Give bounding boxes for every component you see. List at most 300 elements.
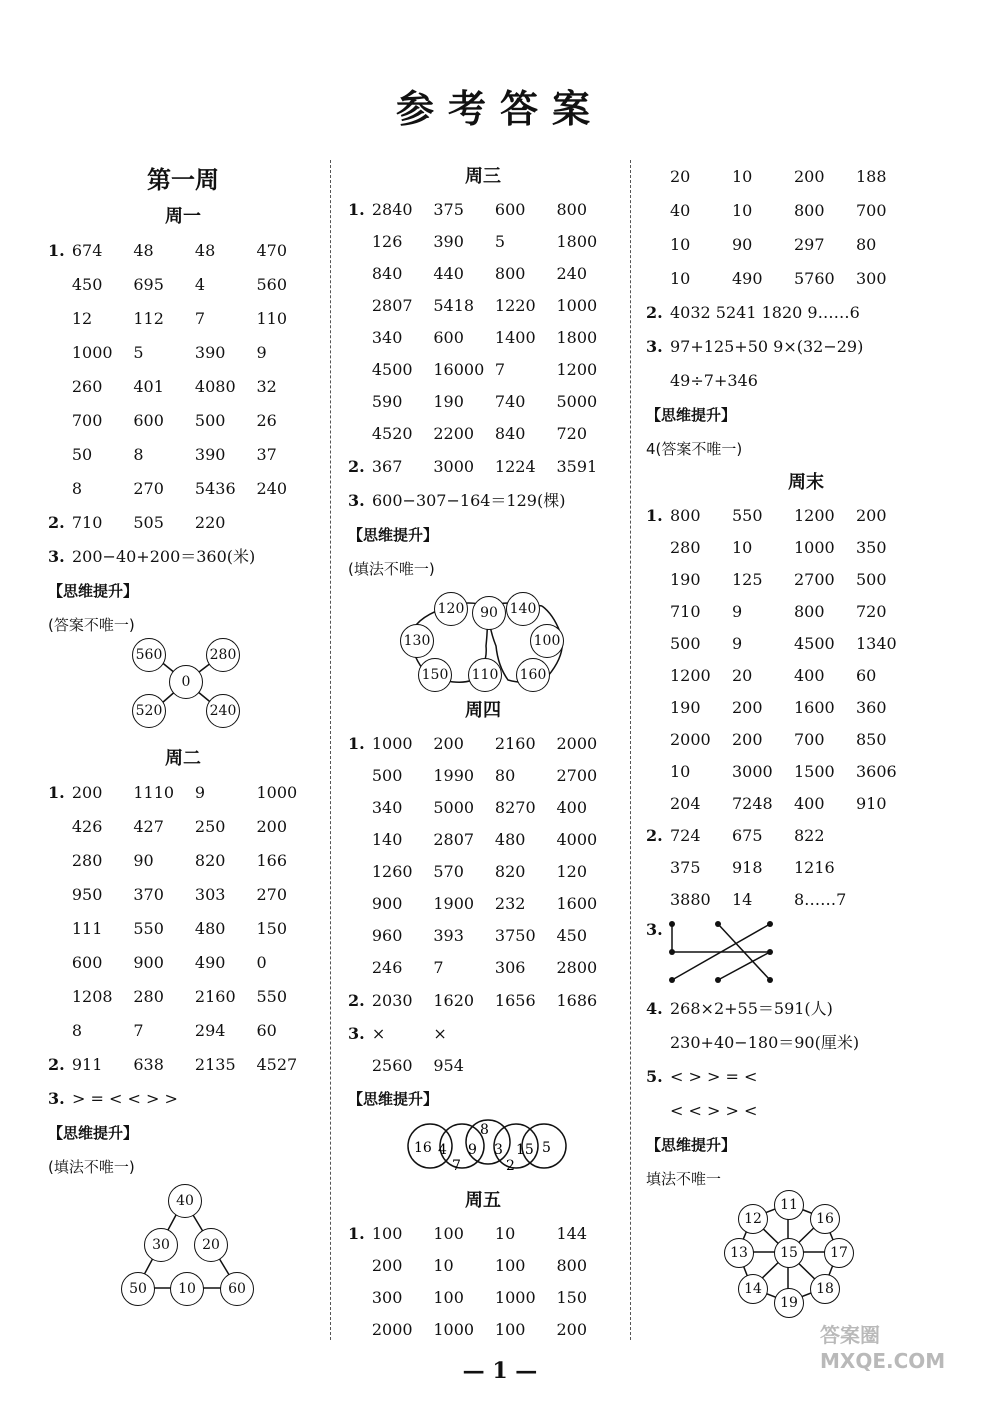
diagram-node: 240 — [206, 694, 240, 728]
diagram-center: 15 — [774, 1238, 804, 1268]
answer-row — [348, 1250, 618, 1282]
note: (答案不唯一) — [48, 616, 135, 634]
answer-cell: 1000 — [494, 1288, 536, 1307]
question-number — [646, 564, 670, 596]
diagram-number: 8 — [480, 1122, 489, 1138]
diagram-node: 160 — [516, 658, 550, 692]
answer-cell: 4520 — [371, 424, 413, 443]
answer-cell: 1208 — [71, 987, 113, 1006]
answer-cell: 400 — [794, 666, 825, 685]
column-divider — [330, 160, 331, 1340]
answer-cell: 1000 — [371, 734, 413, 753]
answer-cell — [256, 506, 318, 540]
answer-cell: 638 — [133, 1055, 164, 1074]
question-number — [646, 160, 670, 194]
answer-cell: 300 — [856, 269, 887, 288]
answer-cell: 450 — [71, 275, 103, 294]
answer-cell: 7 — [194, 309, 206, 328]
diagram-number: 15 — [516, 1142, 534, 1158]
diagram-node: 19 — [774, 1288, 804, 1318]
note: (填法不唯一) — [48, 1158, 135, 1176]
answer-cell: 4527 — [256, 1055, 298, 1074]
answer-cell: 375 — [670, 858, 701, 877]
answer-cell: 3591 — [556, 457, 598, 476]
answer-row — [48, 302, 318, 336]
answer-row — [48, 776, 318, 810]
question-number — [348, 888, 372, 920]
answer-cell: 250 — [194, 817, 226, 836]
answer-row — [348, 194, 618, 226]
diagram-center: 0 — [169, 665, 203, 699]
diagram-node: 11 — [774, 1190, 804, 1220]
diagram-node: 520 — [132, 694, 166, 728]
answer-cell: 8270 — [494, 798, 536, 817]
answer-cell: 550 — [732, 506, 763, 525]
answer-cell: 911 — [71, 1055, 103, 1074]
answer-cell: 2030 — [371, 991, 413, 1010]
answer-cell: 190 — [670, 570, 701, 589]
answer-cell: 280 — [71, 851, 103, 870]
answer-cell: 9 — [732, 602, 743, 621]
answer-cell: 32 — [256, 377, 277, 396]
answer-cell: 960 — [371, 926, 403, 945]
answer-cell: 9 — [194, 783, 206, 802]
double-loop-diagram — [348, 586, 618, 694]
answer-line: 3. 600−307−164＝129(棵) — [348, 491, 566, 510]
answer-line: 5. < > > = < — [646, 1067, 758, 1086]
answer-cell: 3880 — [670, 890, 711, 909]
answer-block — [348, 728, 618, 984]
answer-cell: 800 — [670, 506, 701, 525]
answer-cell: 7 — [433, 958, 444, 977]
answer-row — [48, 1014, 318, 1048]
answer-cell — [495, 1050, 557, 1082]
answer-cell: 950 — [71, 885, 103, 904]
column-3 — [646, 160, 966, 1326]
answer-cell: 954 — [433, 1056, 464, 1075]
diagram-node: 18 — [810, 1274, 840, 1304]
answer-block — [48, 234, 318, 506]
answer-cell: 10 — [732, 538, 753, 557]
answer-cell: 340 — [371, 328, 403, 347]
answer-row — [348, 856, 618, 888]
answer-cell: 1000 — [794, 538, 835, 557]
answer-cell: 200 — [556, 1320, 588, 1339]
answer-cell: 2840 — [371, 200, 413, 219]
answer-cell: 695 — [133, 275, 164, 294]
answer-cell: 20 — [670, 167, 691, 186]
answer-cell — [495, 1018, 557, 1050]
answer-row — [646, 596, 966, 628]
week-title: 第一周 — [147, 165, 219, 194]
answer-cell: 10 — [732, 201, 753, 220]
question-number — [48, 302, 72, 336]
answer-cell: 5 — [133, 343, 144, 362]
answer-cell: 48 — [194, 241, 216, 260]
answer-cell: 1000 — [256, 783, 298, 802]
question-number — [348, 258, 372, 290]
answer-cell: 200 — [856, 506, 887, 525]
answer-cell: 910 — [856, 794, 887, 813]
answer-cell: 2000 — [371, 1320, 413, 1339]
answer-cell: 9 — [732, 634, 743, 653]
answer-cell — [856, 820, 918, 852]
answer-row — [348, 1282, 618, 1314]
answer-block — [348, 450, 618, 484]
answer-row — [646, 820, 966, 852]
answer-cell: 2160 — [494, 734, 536, 753]
answer-cell: 1260 — [371, 862, 413, 881]
answer-cell: 50 — [71, 445, 93, 464]
answer-cell: 110 — [256, 309, 288, 328]
answer-row — [646, 756, 966, 788]
answer-cell: 190 — [670, 698, 701, 717]
answer-cell: 10 — [433, 1256, 454, 1275]
answer-cell: 100 — [494, 1256, 526, 1275]
answer-row — [646, 532, 966, 564]
question-number — [646, 660, 670, 692]
answer-cell: 800 — [556, 1256, 588, 1275]
answer-cell: 600 — [433, 328, 464, 347]
answer-cell: 48 — [133, 241, 154, 260]
answer-cell: 393 — [433, 926, 464, 945]
question-number — [48, 980, 72, 1014]
answer-row — [348, 386, 618, 418]
answer-row — [348, 258, 618, 290]
answer-row — [348, 290, 618, 322]
diagram-node: 20 — [194, 1228, 228, 1262]
answer-row — [348, 1018, 618, 1050]
question-number — [348, 1250, 372, 1282]
answer-cell: 100 — [371, 1224, 403, 1243]
answer-cell: 190 — [433, 392, 464, 411]
answer-cell: 60 — [856, 666, 877, 685]
question-number: 1. — [48, 241, 65, 260]
answer-cell: 10 — [494, 1224, 516, 1243]
answer-cell — [556, 1050, 618, 1082]
answer-cell: 140 — [371, 830, 403, 849]
diagram-node: 60 — [220, 1272, 254, 1306]
answer-block — [646, 500, 966, 820]
answer-cell: 5000 — [433, 798, 475, 817]
answer-cell: 4000 — [556, 830, 598, 849]
answer-cell: 200 — [732, 698, 763, 717]
answer-row — [48, 404, 318, 438]
diagram-node: 13 — [724, 1238, 754, 1268]
answer-row — [348, 952, 618, 984]
answer-cell: 16000 — [433, 360, 485, 379]
diagram-node: 150 — [418, 658, 452, 692]
answer-cell: 840 — [371, 264, 403, 283]
answer-cell: 3750 — [494, 926, 536, 945]
answer-cell: 390 — [194, 445, 226, 464]
answer-row — [348, 888, 618, 920]
answer-cell: 297 — [794, 235, 825, 254]
answer-cell: 200 — [433, 734, 464, 753]
question-number — [646, 724, 670, 756]
question-number — [48, 912, 72, 946]
answer-line: 3. 97+125+50 9×(32−29) — [646, 337, 864, 356]
answer-cell: 240 — [256, 479, 288, 498]
answer-cell: 918 — [732, 858, 763, 877]
answer-cell: 820 — [494, 862, 526, 881]
answer-cell: 820 — [194, 851, 226, 870]
question-number: 2. — [348, 991, 365, 1010]
answer-row — [348, 920, 618, 952]
question-number: 1. — [348, 200, 365, 219]
answer-cell: 1224 — [494, 457, 536, 476]
answer-cell: 126 — [371, 232, 403, 251]
answer-row — [348, 1050, 618, 1082]
answer-cell: 2000 — [670, 730, 711, 749]
answer-cell: 150 — [256, 919, 288, 938]
answer-cell: 590 — [371, 392, 403, 411]
answer-cell: 204 — [670, 794, 701, 813]
diagram-number: 16 — [414, 1140, 432, 1156]
answer-cell: 1900 — [433, 894, 475, 913]
answer-cell: 700 — [71, 411, 103, 430]
answer-cell: 427 — [133, 817, 164, 836]
question-number: 1. — [646, 506, 663, 525]
diagram-node: 40 — [168, 1184, 202, 1218]
answer-block — [48, 776, 318, 1048]
answer-cell: 111 — [71, 919, 103, 938]
answer-row — [348, 450, 618, 484]
answer-row — [646, 262, 966, 296]
answer-cell: 220 — [194, 513, 226, 532]
question-number — [48, 370, 72, 404]
answer-row — [48, 234, 318, 268]
answer-cell: 8 — [71, 479, 83, 498]
answer-cell: 1000 — [433, 1320, 475, 1339]
diagram-node: 30 — [144, 1228, 178, 1262]
question-number — [348, 226, 372, 258]
answer-cell: 370 — [133, 885, 164, 904]
answer-cell: 150 — [556, 1288, 588, 1307]
answer-cell: 12 — [71, 309, 93, 328]
question-number — [48, 472, 72, 506]
answer-cell: 306 — [494, 958, 526, 977]
answer-row — [348, 354, 618, 386]
question-number: 1. — [348, 734, 365, 753]
answer-cell: 112 — [133, 309, 164, 328]
answer-row — [348, 418, 618, 450]
answer-row — [48, 438, 318, 472]
note: 填法不唯一 — [646, 1170, 722, 1188]
answer-cell: 1200 — [670, 666, 711, 685]
question-number — [48, 946, 72, 980]
answer-cell: 8 — [71, 1021, 83, 1040]
diagram-number: 3 — [494, 1142, 503, 1158]
answer-cell: 1340 — [856, 634, 897, 653]
diagram-node: 560 — [132, 638, 166, 672]
line-matching-diagram — [646, 916, 966, 992]
answer-cell: 20 — [732, 666, 753, 685]
answer-row — [348, 322, 618, 354]
answer-row — [646, 724, 966, 756]
diagram-number: 4 — [438, 1142, 447, 1158]
answer-cell — [856, 852, 918, 884]
answer-cell: 1200 — [794, 506, 835, 525]
answer-row — [348, 792, 618, 824]
answer-row — [348, 226, 618, 258]
question-number — [348, 322, 372, 354]
answer-cell: 80 — [856, 235, 877, 254]
answer-cell: 674 — [71, 241, 103, 260]
answer-cell: 1656 — [494, 991, 536, 1010]
column-2 — [348, 160, 618, 1346]
question-number — [48, 878, 72, 912]
answer-cell: 40 — [670, 201, 691, 220]
answer-cell: 200 — [732, 730, 763, 749]
answer-block — [348, 984, 618, 1018]
answer-cell: 4500 — [371, 360, 413, 379]
diagram-node: 17 — [824, 1238, 854, 1268]
answer-cell: 200 — [71, 783, 103, 802]
question-number — [348, 856, 372, 888]
question-number — [348, 418, 372, 450]
answer-cell: 2700 — [556, 766, 598, 785]
answer-cell: 560 — [256, 275, 288, 294]
question-number: 3. — [348, 1024, 365, 1043]
answer-row — [646, 692, 966, 724]
answer-cell: 10 — [670, 235, 691, 254]
answer-cell: 600 — [494, 200, 526, 219]
answer-line: < < > > < — [670, 1101, 758, 1120]
answer-cell: 720 — [856, 602, 887, 621]
day-title: 周二 — [165, 748, 201, 769]
think-label: 【思维提升】 — [48, 1124, 139, 1142]
answer-cell: 0 — [256, 953, 267, 972]
question-number — [646, 852, 670, 884]
answer-cell: 740 — [494, 392, 526, 411]
answer-cell: 200 — [256, 817, 288, 836]
answer-cell: 800 — [494, 264, 526, 283]
answer-cell: 600 — [133, 411, 164, 430]
answer-cell: 2807 — [371, 296, 413, 315]
answer-line: 4. 268×2+55＝591(人) — [646, 999, 833, 1018]
answer-cell: 3000 — [433, 457, 475, 476]
answer-cell: 2807 — [433, 830, 475, 849]
answer-cell: 188 — [856, 167, 887, 186]
diagram-node: 140 — [506, 592, 540, 626]
answer-cell: 100 — [433, 1224, 464, 1243]
answer-cell: 90 — [133, 851, 154, 870]
diagram-node: 50 — [121, 1272, 155, 1306]
question-number — [646, 262, 670, 296]
question-number — [348, 792, 372, 824]
answer-cell: 1800 — [556, 328, 598, 347]
answer-cell: 1200 — [556, 360, 598, 379]
answer-row — [348, 824, 618, 856]
answer-cell: × — [433, 1024, 447, 1043]
answer-cell: 822 — [794, 826, 825, 845]
answer-cell: 1600 — [556, 894, 598, 913]
answer-block — [48, 1048, 318, 1082]
answer-cell: 2135 — [194, 1055, 236, 1074]
think-label: 【思维提升】 — [646, 406, 737, 424]
answer-row — [48, 878, 318, 912]
answer-cell — [856, 884, 918, 916]
answer-cell: 400 — [794, 794, 825, 813]
answer-cell: 10 — [732, 167, 753, 186]
answer-cell: 5760 — [794, 269, 835, 288]
answer-cell: 120 — [556, 862, 588, 881]
answer-row — [48, 912, 318, 946]
answer-cell: 5436 — [194, 479, 236, 498]
triangle-diagram — [48, 1184, 318, 1314]
question-number — [646, 628, 670, 660]
answer-cell: 303 — [194, 885, 226, 904]
question-number: 2. — [348, 457, 365, 476]
answer-cell: 505 — [133, 513, 164, 532]
answer-cell: 232 — [494, 894, 526, 913]
answer-cell: 840 — [494, 424, 526, 443]
answer-cell: 7 — [494, 360, 506, 379]
answer-cell: 500 — [371, 766, 403, 785]
answer-cell: 800 — [794, 201, 825, 220]
diagram-node: 14 — [738, 1274, 768, 1304]
question-number: 3. — [646, 920, 663, 939]
answer-cell: 26 — [256, 411, 277, 430]
answer-cell: 500 — [670, 634, 701, 653]
answer-cell: 401 — [133, 377, 164, 396]
answer-block — [348, 1218, 618, 1346]
page-number: — 1 — — [462, 1358, 538, 1384]
day-title: 周末 — [788, 472, 824, 493]
answer-cell: 850 — [856, 730, 887, 749]
answer-cell: 125 — [732, 570, 763, 589]
question-number — [348, 1314, 372, 1346]
question-number — [48, 404, 72, 438]
answer-line: 230+40−180＝90(厘米) — [670, 1033, 860, 1052]
answer-cell: 300 — [371, 1288, 403, 1307]
question-number: 1. — [48, 783, 65, 802]
answer-cell: 360 — [856, 698, 887, 717]
answer-cell: 270 — [256, 885, 288, 904]
question-number — [348, 824, 372, 856]
answer-cell: 2200 — [433, 424, 475, 443]
question-number: 1. — [348, 1224, 365, 1243]
answer-line: 2. 4032 5241 1820 9……6 — [646, 303, 860, 322]
answer-cell: 5418 — [433, 296, 475, 315]
column-divider — [630, 160, 631, 1340]
question-number: 2. — [646, 826, 663, 845]
answer-cell: 100 — [494, 1320, 526, 1339]
answer-cell: 246 — [371, 958, 403, 977]
answer-row — [48, 980, 318, 1014]
answer-block — [646, 160, 966, 296]
question-number — [48, 810, 72, 844]
answer-cell — [556, 1018, 618, 1050]
answer-cell: 390 — [194, 343, 226, 362]
answer-cell: 350 — [856, 538, 887, 557]
answer-cell: 14 — [732, 890, 753, 909]
answer-cell: 4500 — [794, 634, 835, 653]
star-diagram — [48, 642, 318, 742]
diagram-number: 9 — [468, 1142, 477, 1158]
diagram-number: 2 — [506, 1158, 515, 1174]
question-number — [646, 788, 670, 820]
question-number — [646, 194, 670, 228]
answer-cell: 550 — [133, 919, 164, 938]
answer-cell: 4080 — [194, 377, 236, 396]
answer-cell: 1400 — [494, 328, 536, 347]
answer-cell: 144 — [556, 1224, 588, 1243]
answer-cell: 900 — [133, 953, 164, 972]
answer-row — [646, 628, 966, 660]
diagram-number: 5 — [542, 1140, 551, 1156]
